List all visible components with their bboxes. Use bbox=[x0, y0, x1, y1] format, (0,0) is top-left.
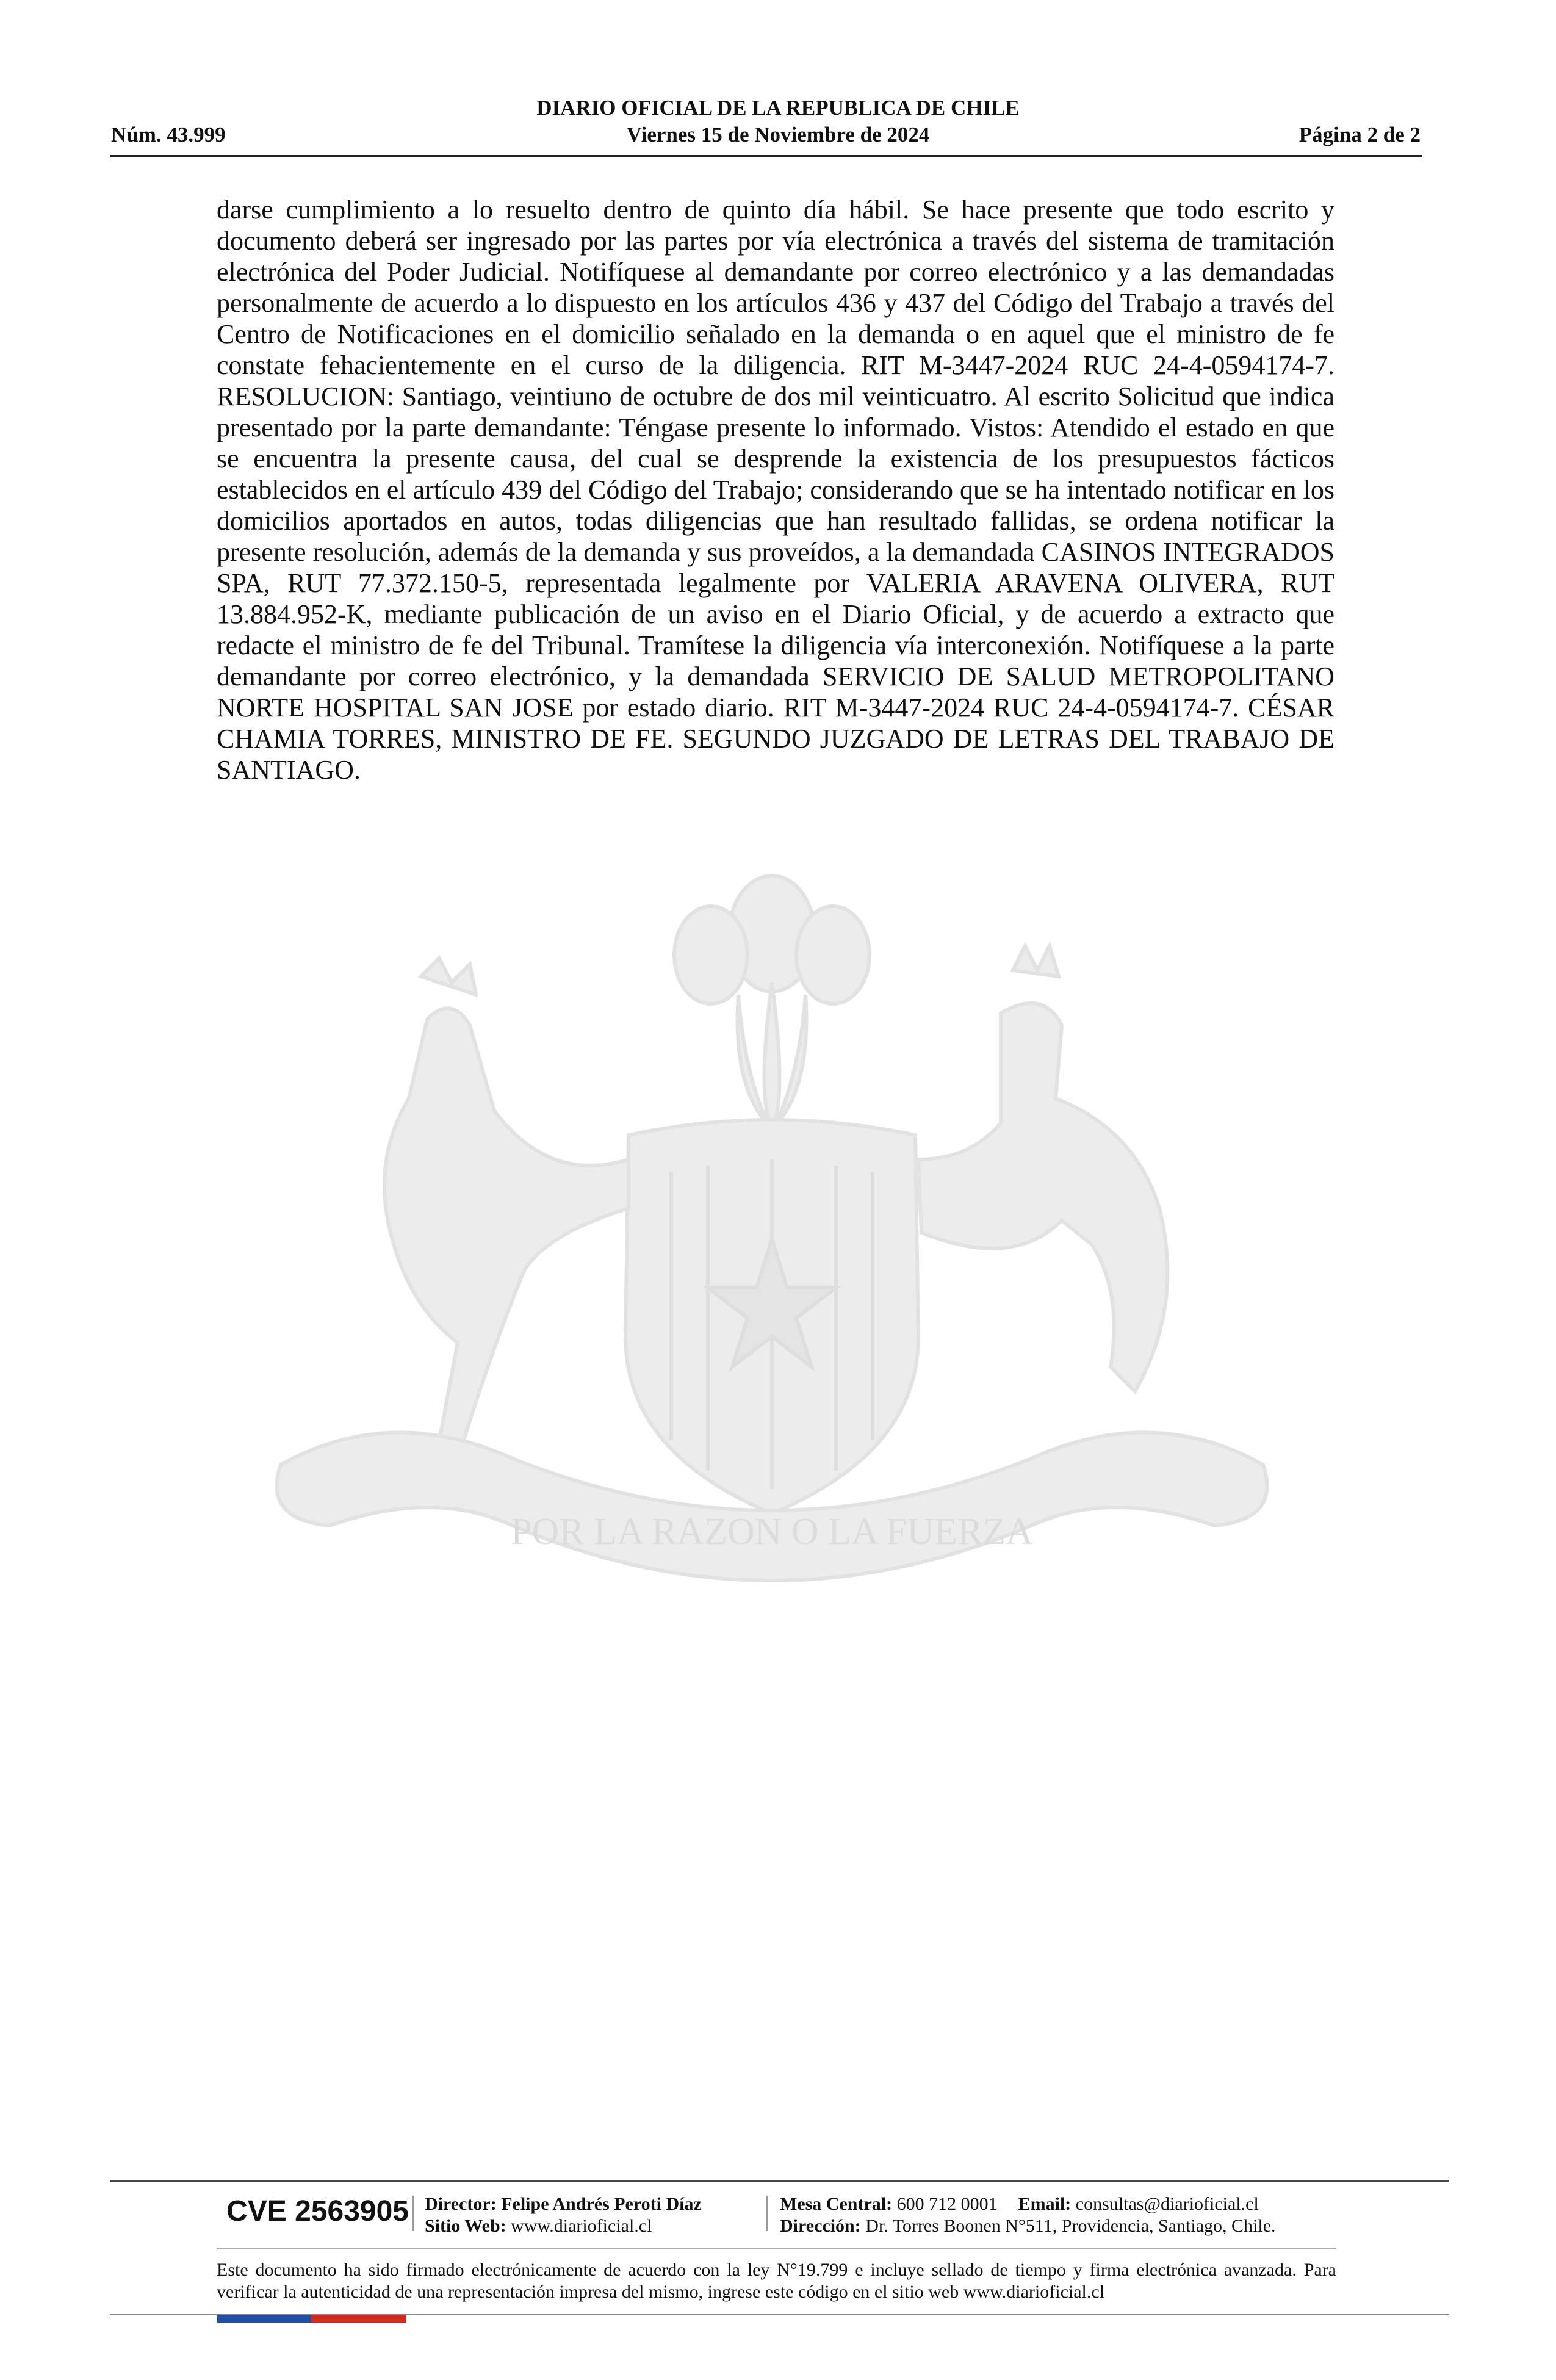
issue-date: Viernes 15 de Noviembre de 2024 bbox=[626, 123, 930, 146]
address-label: Dirección: bbox=[780, 2216, 861, 2236]
coat-of-arms-icon bbox=[207, 842, 1336, 1678]
coat-motto: POR LA RAZON O LA FUERZA bbox=[510, 1511, 1034, 1552]
flag-stripe-blue bbox=[217, 2315, 311, 2323]
website-label: Sitio Web: bbox=[425, 2216, 506, 2236]
footer-divider-top bbox=[110, 2180, 1449, 2182]
footer-separator bbox=[412, 2196, 414, 2231]
signature-notice: Este documento ha sido firmado electrónicamente de acuerdo con la ley N°19.799 e incluye sellado de tiempo y firma electrónica avanzada. Para verificar la autenticidad de una representación impresa del mismo, ingrese este código en el sitio web www.diarioficial.cl bbox=[217, 2260, 1336, 2302]
footer-divider-middle bbox=[217, 2248, 1336, 2249]
issue-number: Núm. 43.999 bbox=[111, 123, 226, 146]
footer-contact-right bbox=[780, 2193, 1427, 2237]
website-link[interactable]: www.diarioficial.cl bbox=[511, 2216, 652, 2236]
email-link[interactable]: consultas@diarioficial.cl bbox=[1075, 2194, 1259, 2214]
newspaper-title: DIARIO OFICIAL DE LA REPUBLICA DE CHILE bbox=[536, 96, 1020, 120]
cve-code: CVE 2563905 bbox=[226, 2195, 409, 2227]
footer-contact-left bbox=[425, 2193, 702, 2237]
phone-value: 600 712 0001 bbox=[896, 2194, 998, 2214]
director-label: Director: bbox=[425, 2194, 497, 2214]
page-indicator: Página 2 de 2 bbox=[1298, 123, 1421, 146]
director-name: Felipe Andrés Peroti Díaz bbox=[501, 2194, 702, 2214]
header-divider bbox=[110, 155, 1422, 157]
phone-label: Mesa Central: bbox=[780, 2194, 893, 2214]
flag-stripe-red bbox=[311, 2315, 406, 2323]
address-value: Dr. Torres Boonen N°511, Providencia, Santiago, Chile. bbox=[865, 2216, 1276, 2236]
email-label: Email: bbox=[1018, 2194, 1072, 2214]
footer-separator bbox=[766, 2196, 768, 2231]
document-body: darse cumplimiento a lo resuelto dentro de quinto día hábil. Se hace presente que todo escrito y documento deberá ser ingresado por las partes por vía electrónica a través del sistema de tramitación electrónica del Poder Judicial. Notifíquese al demandante por correo electrónico y a las demandadas personalmente de acuerdo a lo dispuesto en los artículos 436 y 437 del Código del Trabajo a través del Centro de Notificaciones en el domicilio señalado en la demanda o en aquel que el ministro de fe constate fehacientemente en el curso de la diligencia. RIT M-3447-2024 RUC 24-4-0594174-7. RESOLUCION: Santiago, veintiuno de octubre de dos mil veinticuatro. Al escrito Solicitud que indica presentado por la parte demandante: Téngase presente lo informado. Vistos: Atendido el estado en que se encuentra la presente causa, del cual se desprende la existencia de los presupuestos fácticos establecidos en el artículo 439 del Código del Trabajo; considerando que se ha intentado notificar en los domicilios aportados en autos, todas diligencias que han resultado fallidas, se ordena notificar la presente resolución, además de la demanda y sus proveídos, a la demandada CASINOS INTEGRADOS SPA, RUT 77.372.150-5, representada legalmente por VALERIA ARAVENA OLIVERA, RUT 13.884.952-K, mediante publicación de un aviso en el Diario Oficial, y de acuerdo a extracto que redacte el ministro de fe del Tribunal. Tramítese la diligencia vía interconexión. Notifíquese a la parte demandante por correo electrónico, y la demandada SERVICIO DE SALUD METROPOLITANO NORTE HOSPITAL SAN JOSE por estado diario. RIT M-3447-2024 RUC 24-4-0594174-7. CÉSAR CHAMIA TORRES, MINISTRO DE FE. SEGUNDO JUZGADO DE LETRAS DEL TRABAJO DE SANTIAGO. bbox=[217, 195, 1334, 785]
